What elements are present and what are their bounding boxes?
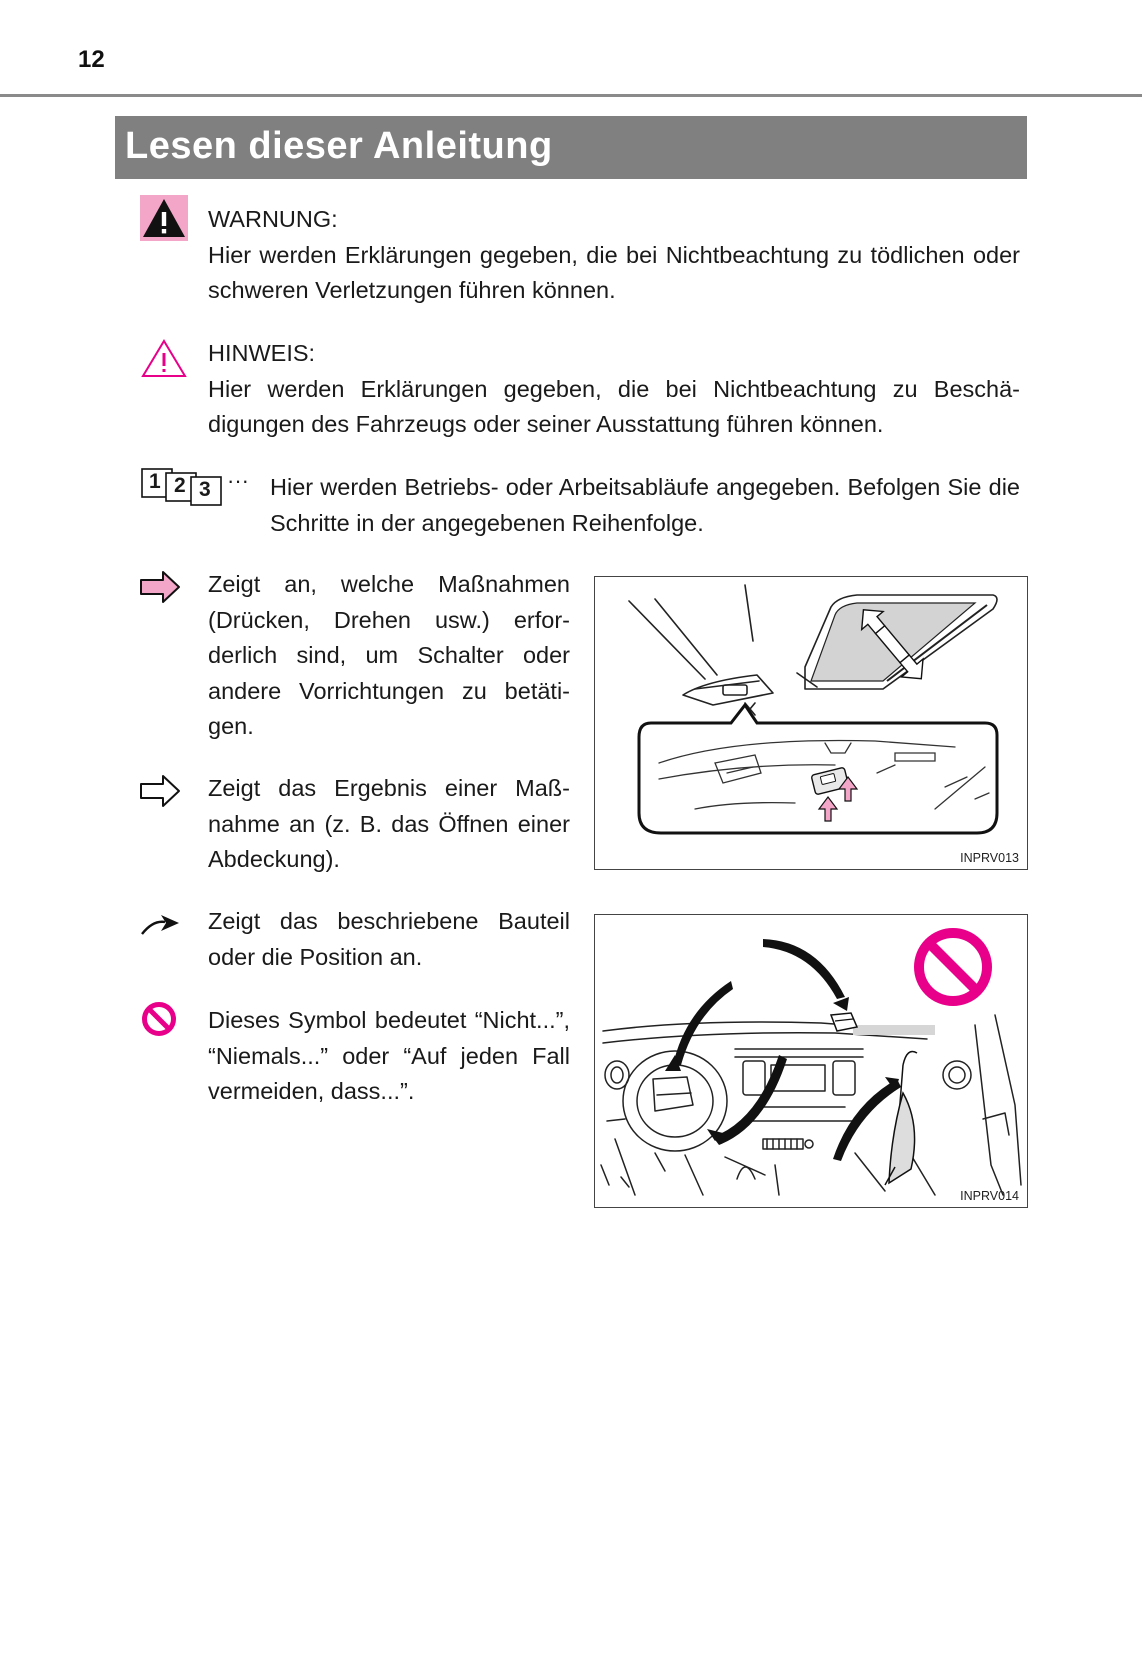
steps-text: Hier werden Betriebs- oder Arbeitsabläufe angegeben. Befolgen Sie die Schritte in der angegebenen Reihenfolge. (270, 474, 1020, 536)
figure-sunroof-switch (594, 576, 1028, 870)
sunroof-illustration (595, 577, 1027, 869)
step-numbers-icon (141, 468, 269, 506)
notice-label: HINWEIS: (208, 340, 316, 366)
warning-label: WARNUNG: (208, 206, 338, 232)
dashboard-illustration (595, 915, 1027, 1207)
header-rule (0, 94, 1142, 97)
result-symbol-text: Zeigt das Ergebnis einer Maß-nahme an (z. B. das Öffnen einer Abdeckung). (208, 775, 570, 872)
figure-2-code: INPRV014 (960, 1189, 1019, 1203)
section-title-bar (115, 116, 1027, 179)
warning-block (208, 202, 1020, 309)
result-arrow-icon (139, 774, 181, 808)
figure-1-code: INPRV013 (960, 851, 1019, 865)
page-title: Lesen dieser Anleitung (125, 125, 553, 167)
step-number-1: 1 (149, 470, 161, 493)
figure-dashboard (594, 914, 1028, 1208)
prohibition-symbol-text: Dieses Symbol bedeutet “Nicht...”, “Niemals...” oder “Auf jeden Fall vermeiden, dass...”. (208, 1007, 570, 1104)
notice-icon (141, 338, 187, 378)
warning-icon (140, 195, 188, 241)
step-ellipsis: ··· (227, 468, 249, 493)
notice-block (208, 336, 1020, 443)
pointer-arrow-icon (139, 912, 183, 938)
step-number-2: 2 (174, 474, 186, 497)
action-symbol-text: Zeigt an, welche Maßnahmen (Drücken, Drehen usw.) erfor-derlich sind, um Schalter oder andere Vorrichtungen zu betäti-gen. (208, 571, 570, 739)
warning-text: Hier werden Erklärungen gegeben, die bei Nichtbeachtung zu tödlichen oder schweren Verletzungen führen können. (208, 241, 1020, 303)
page-number: 12 (78, 46, 105, 73)
step-number-3: 3 (199, 478, 211, 501)
prohibition-icon (141, 1001, 177, 1037)
notice-text: Hier werden Erklärungen gegeben, die bei Nichtbeachtung zu Beschä-digungen des Fahrzeugs oder seiner Ausstattung führen können. (208, 375, 1020, 437)
component-symbol-text: Zeigt das beschriebene Bauteil oder die Position an. (208, 908, 570, 970)
action-arrow-icon (139, 570, 181, 604)
